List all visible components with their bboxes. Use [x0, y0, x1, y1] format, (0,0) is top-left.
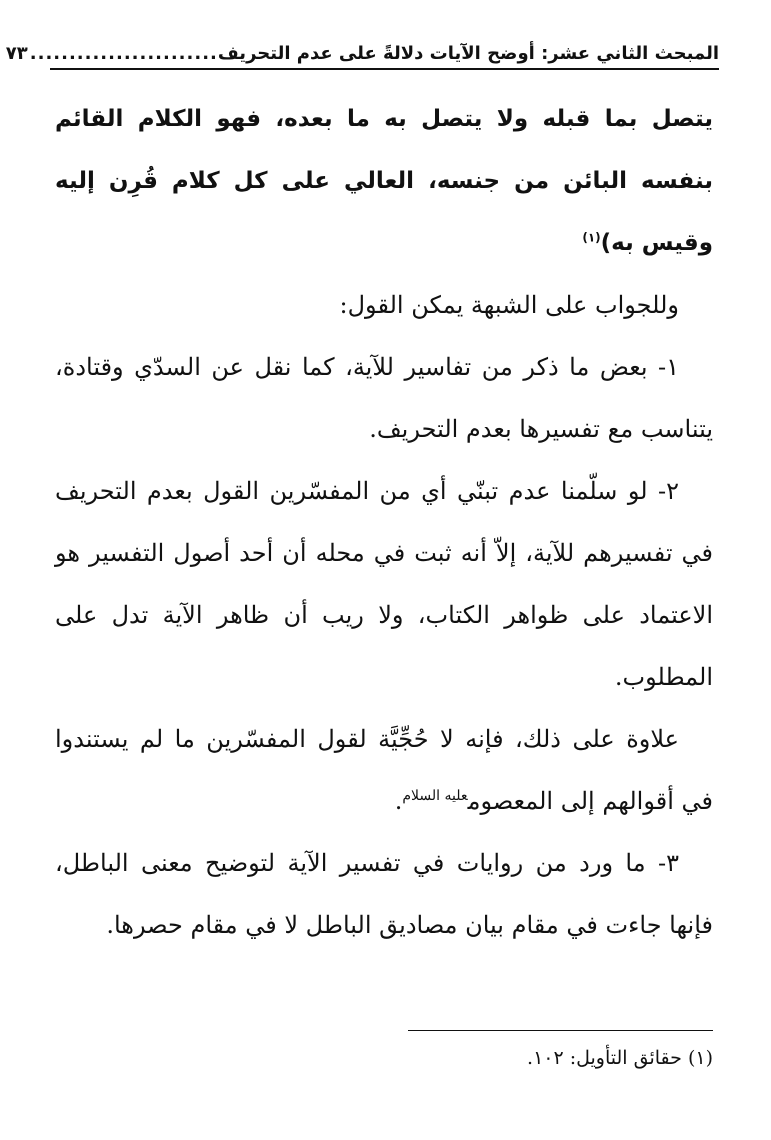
- footnote: [55, 1044, 713, 1072]
- point-3: ٣- ما ورد من روايات في تفسير الآية لتوضيح معنى الباطل، فإنها جاءت في مقام بيان مصاديق الباطل لا في مقام حصرها.: [55, 849, 713, 939]
- leader-dots: ........................: [29, 43, 218, 64]
- addition-text: علاوة على ذلك، فإنه لا حُجِّيَّة لقول المفسّرين ما لم يستندوا في أقوالهم إلى المعصوم: [55, 725, 713, 815]
- footnote-reference: (١): [582, 230, 601, 245]
- full-stop: .: [394, 787, 403, 815]
- quote-text: يتصل بما قبله ولا يتصل به ما بعده، فهو الكلام القائم بنفسه البائن من جنسه، العالي على كل كلام قُرِن إليه وقيس به): [55, 106, 713, 256]
- chapter-title: المبحث الثاني عشر: أوضح الآيات دلالةً على عدم التحريف: [217, 43, 719, 64]
- addition-paragraph: [55, 708, 713, 832]
- point-2: ٢- لو سلّمنا عدم تبنّي أي من المفسّرين القول بعدم التحريف في تفسيرهم للآية، إلاّ أنه ثبت في محله أن أحد أصول التفسير هو الاعتماد على ظواهر الكتاب، ولا ريب أن ظاهر الآية تدل على المطلوب.: [55, 477, 713, 691]
- footnote-marker: (١): [687, 1047, 713, 1069]
- footnote-separator: [408, 1030, 713, 1031]
- quote-paragraph: [55, 88, 713, 274]
- page-body: [55, 88, 713, 956]
- point-1: ١- بعض ما ذكر من تفاسير للآية، كما نقل عن السدّي وقتادة، يتناسب مع تفسيرها بعدم التحريف.: [55, 353, 713, 443]
- answer-intro: وللجواب على الشبهة يمكن القول:: [339, 291, 679, 319]
- honorific-mark: عليه السلام: [402, 788, 468, 804]
- page-number: ٧٣: [5, 43, 28, 64]
- running-header: [5, 30, 719, 70]
- footnote-text: حقائق التأويل: ١٠٢.: [527, 1047, 682, 1069]
